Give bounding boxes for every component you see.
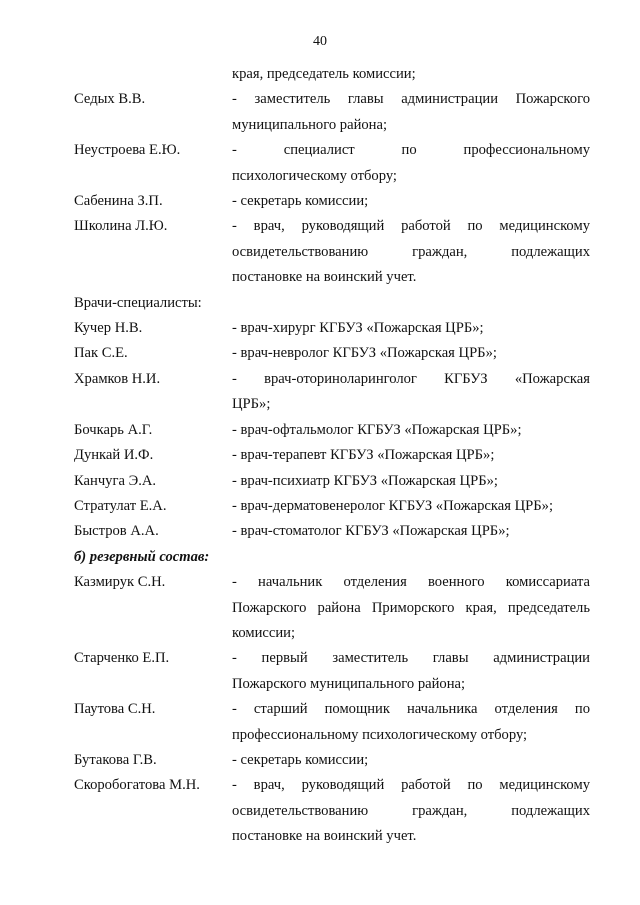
member-row [74, 519, 590, 544]
role-line: ЦРБ»; [232, 396, 271, 413]
role-line: - специалист по профессиональному [232, 142, 590, 159]
member-name: Кучер Н.В. [74, 320, 143, 337]
member-name: Казмирук С.Н. [74, 574, 166, 591]
role-line: - врач, руководящий работой по медицинскому [232, 218, 590, 235]
member-row [74, 341, 590, 366]
member-name: Дункай И.Ф. [74, 447, 154, 464]
member-name: Канчуга Э.А. [74, 472, 157, 489]
member-row [74, 87, 590, 138]
member-role [232, 494, 590, 519]
member-row [74, 214, 590, 290]
member-role [232, 570, 590, 646]
document-body [74, 62, 590, 850]
specialists-list [74, 316, 590, 545]
member-row [74, 469, 590, 494]
member-role [232, 443, 590, 468]
member-name: Сабенина З.П. [74, 193, 163, 210]
role-line: постановке на воинский учет. [232, 828, 417, 845]
member-name: Паутова С.Н. [74, 701, 156, 718]
member-role [232, 469, 590, 494]
member-name: Седых В.В. [74, 91, 146, 108]
member-name: Пак С.Е. [74, 345, 128, 362]
member-role [232, 87, 590, 138]
specialists-heading: Врачи-специалисты: [74, 294, 202, 311]
role-line: - первый заместитель главы администрации [232, 650, 590, 667]
member-role [232, 138, 590, 189]
reserve-heading: б) резервный состав: [74, 548, 210, 565]
member-row [74, 773, 590, 849]
main-members-list [74, 87, 590, 290]
member-row [74, 646, 590, 697]
member-name: Старченко Е.П. [74, 650, 170, 667]
role-line: - старший помощник начальника отделения по [232, 701, 590, 718]
member-role [232, 367, 590, 418]
continuation-row [74, 62, 590, 87]
role-line: комиссии; [232, 624, 296, 641]
role-line: - врач-терапевт КГБУЗ «Пожарская ЦРБ»; [232, 447, 495, 464]
role-line: муниципального района; [232, 116, 388, 133]
member-row [74, 748, 590, 773]
role-line: - врач-офтальмолог КГБУЗ «Пожарская ЦРБ»; [232, 421, 522, 438]
member-role [232, 189, 590, 214]
role-line: - секретарь комиссии; [232, 751, 369, 768]
role-line: - врач-стоматолог КГБУЗ «Пожарская ЦРБ»; [232, 523, 510, 540]
member-name: Быстров А.А. [74, 523, 159, 540]
role-line: Пожарского муниципального района; [232, 675, 466, 692]
role-line: Пожарского района Приморского края, председатель [232, 599, 590, 616]
member-row [74, 316, 590, 341]
role-line: освидетельствованию граждан, подлежащих [232, 243, 590, 260]
member-role [232, 773, 590, 849]
line: края, председатель комиссии; [232, 66, 416, 82]
member-row [74, 367, 590, 418]
member-row [74, 443, 590, 468]
role-line: - секретарь комиссии; [232, 193, 369, 210]
member-row [74, 697, 590, 748]
member-name: Школина Л.Ю. [74, 218, 168, 235]
member-role [232, 316, 590, 341]
empty-name-cell [74, 62, 232, 87]
role-line: освидетельствованию граждан, подлежащих [232, 802, 590, 819]
member-name: Бутакова Г.В. [74, 751, 157, 768]
role-line: - врач-оториноларинголог КГБУЗ «Пожарская [232, 370, 590, 387]
member-row [74, 138, 590, 189]
member-name: Бочкарь А.Г. [74, 421, 153, 438]
role-line: - врач-хирург КГБУЗ «Пожарская ЦРБ»; [232, 320, 484, 337]
member-row [74, 189, 590, 214]
member-role [232, 697, 590, 748]
member-role [232, 519, 590, 544]
role-line: психологическому отбору; [232, 167, 397, 184]
role-line: - врач-психиатр КГБУЗ «Пожарская ЦРБ»; [232, 472, 498, 489]
member-name: Храмков Н.И. [74, 370, 161, 387]
role-line: - врач-невролог КГБУЗ «Пожарская ЦРБ»; [232, 345, 497, 362]
role-line: - врач, руководящий работой по медицинскому [232, 777, 590, 794]
continuation-text [232, 62, 590, 87]
member-role [232, 748, 590, 773]
member-role [232, 214, 590, 290]
member-name: Стратулат Е.А. [74, 497, 167, 514]
member-role [232, 341, 590, 366]
reserve-members-list [74, 570, 590, 849]
member-role [232, 646, 590, 697]
member-name: Неустроева Е.Ю. [74, 142, 181, 159]
role-line: - заместитель главы администрации Пожарского [232, 91, 590, 108]
member-name: Скоробогатова М.Н. [74, 777, 200, 794]
role-line: профессиональному психологическому отбору; [232, 726, 528, 743]
role-line: - врач-дерматовенеролог КГБУЗ «Пожарская ЦРБ»; [232, 497, 554, 514]
role-line: - начальник отделения военного комиссариата [232, 574, 590, 591]
member-row [74, 494, 590, 519]
member-row [74, 418, 590, 443]
page-number: 40 [313, 34, 327, 49]
role-line: постановке на воинский учет. [232, 269, 417, 286]
member-row [74, 570, 590, 646]
member-role [232, 418, 590, 443]
